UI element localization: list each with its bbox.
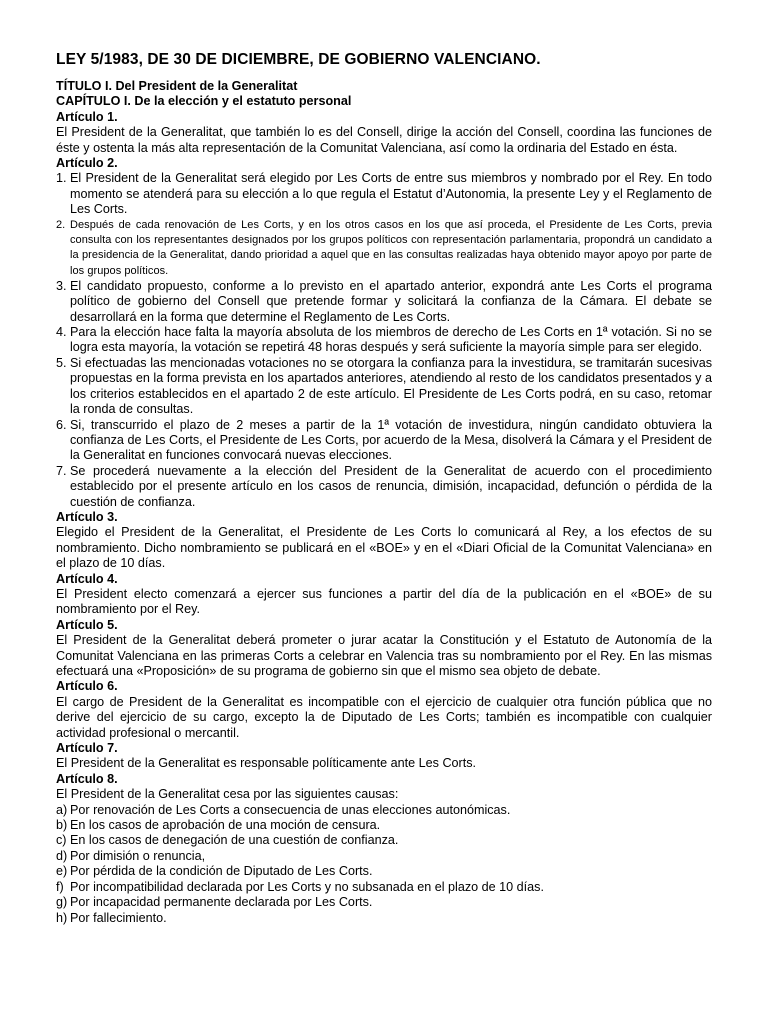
list-marker: c) [56, 833, 67, 848]
list-marker: f) [56, 879, 64, 894]
list-marker: 7. [56, 463, 67, 478]
article-6-heading: Artículo 6. [56, 679, 118, 694]
list-item [56, 849, 712, 864]
list-item [56, 895, 712, 910]
list-item [56, 803, 712, 818]
article-2-heading: Artículo 2. [56, 156, 118, 171]
list-item-text: El candidato propuesto, conforme a lo previsto en el apartado anterior, expondrá ante Les Corts el programa político de gobierno del Consell que pretende formar y solicitará la confianza de la Cámara. El debate se desarrollará en la forma que determine el Reglamento de Les Corts. [70, 278, 712, 324]
list-marker: 1. [56, 171, 67, 186]
list-item-text: Por incompatibilidad declarada por Les Corts y no subsanada en el plazo de 10 días. [70, 879, 544, 894]
article-1-text: El President de la Generalitat, que también lo es del Consell, dirige la acción del Consell, coordina las funciones de éste y ostenta la más alta representación de la Comunitat Valenciana, así como la ordinaria del Estado en ésta. [56, 125, 712, 155]
article-8-list [56, 803, 712, 926]
article-3-text: Elegido el President de la Generalitat, el Presidente de Les Corts lo comunicará al Rey, a los efectos de su nombramiento. Dicho nombramiento se publicará en el «BOE» y en el «Diari Oficial de la Comunitat Valenciana» en el plazo de 10 días. [56, 525, 712, 571]
list-item [56, 833, 712, 848]
titulo-heading: TÍTULO I. Del President de la Generalitat [56, 79, 298, 93]
list-item [56, 356, 712, 418]
list-item [56, 864, 712, 879]
list-item-text: En los casos de denegación de una cuestión de confianza. [70, 833, 399, 848]
list-marker: g) [56, 895, 68, 910]
list-item-text: Por renovación de Les Corts a consecuencia de unas elecciones autonómicas. [70, 802, 511, 817]
list-item-text: En los casos de aprobación de una moción de censura. [70, 818, 381, 833]
list-item-text: Después de cada renovación de Les Corts, y en los otros casos en los que así proceda, el Presidente de Les Corts, previa consulta con los representantes designados por los grupos políticos con representación parlamentaria, propondrá un candidato a la presidencia de la Generalitat, dando prioridad a aquel que en las consultas realizadas haya obtenido mayor apoyo por parte de los grupos políticos. [70, 218, 712, 277]
list-item [56, 418, 712, 464]
list-item [56, 911, 712, 926]
article-8-heading: Artículo 8. [56, 771, 118, 786]
list-marker: b) [56, 818, 68, 833]
article-6-text: El cargo de President de la Generalitat es incompatible con el ejercicio de cualquier otra función pública que no derive del ejercicio de su cargo, excepto la de Diputado de Les Corts; también es incompatible con cualquier actividad profesional o mercantil. [56, 694, 712, 740]
list-marker: e) [56, 864, 68, 879]
list-marker: h) [56, 910, 68, 925]
article-5-heading: Artículo 5. [56, 617, 118, 632]
article-7-text: El President de la Generalitat es responsable políticamente ante Les Corts. [56, 756, 477, 771]
list-marker: d) [56, 848, 68, 863]
list-marker: 6. [56, 417, 67, 432]
article-4-heading: Artículo 4. [56, 571, 118, 586]
article-5-text: El President de la Generalitat deberá prometer o jurar acatar la Constitución y el Estatuto de Autonomía de la Comunitat Valenciana en las primeras Corts a celebrar en Valencia tras su nombramiento por el Rey. En las mismas efectuará una «Proposición» de su programa de gobierno sin que el mismo sea objeto de debate. [56, 633, 712, 678]
list-marker: 4. [56, 325, 67, 340]
list-item-text: Por incapacidad permanente declarada por Les Corts. [70, 895, 373, 910]
article-7-heading: Artículo 7. [56, 741, 118, 756]
list-item-text: Se procederá nuevamente a la elección del President de la Generalitat de acuerdo con el procedimiento establecido por el presente artículo en los casos de renuncia, dimisión, incapacidad, defunción o pérdida de la cuestión de confianza. [70, 463, 712, 509]
list-item-text: Por pérdida de la condición de Diputado de Les Corts. [70, 864, 373, 879]
article-2-list [56, 171, 712, 510]
list-marker: 5. [56, 355, 67, 370]
list-item [56, 464, 712, 510]
list-item [56, 218, 712, 279]
article-4-text: El President electo comenzará a ejercer sus funciones a partir del día de la publicación en el «BOE» de su nombramiento por el Rey. [56, 586, 712, 617]
list-item-text: Por fallecimiento. [70, 910, 167, 925]
list-marker: 2. [56, 218, 66, 231]
document-title: LEY 5/1983, DE 30 DE DICIEMBRE, DE GOBIERNO VALENCIANO. [56, 51, 541, 68]
list-item [56, 171, 712, 217]
list-marker: a) [56, 802, 68, 817]
article-1-heading: Artículo 1. [56, 109, 118, 124]
list-item-text: El President de la Generalitat será elegido por Les Corts de entre sus miembros y nombrado por el Rey. En todo momento se atenderá para su elección a lo que regula el Estatut d’Autonomia, la presente Ley y el Reglamento de Les Corts. [70, 171, 712, 217]
list-item-text: Si, transcurrido el plazo de 2 meses a partir de la 1ª votación de investidura, ningún candidato obtuviera la confianza de Les Corts, el Presidente de Les Corts, por acuerdo de la Mesa, disolverá la Cámara y el President de la Generalitat en funciones convocará nuevas elecciones. [70, 417, 712, 463]
capitulo-heading: CAPÍTULO I. De la elección y el estatuto personal [56, 94, 352, 109]
list-marker: 3. [56, 278, 67, 293]
list-item [56, 818, 712, 833]
list-item-text: Para la elección hace falta la mayoría absoluta de los miembros de derecho de Les Corts en 1ª votación. Si no se logra esta mayoría, la votación se repetirá 48 horas después y será suficiente la mayoría simple para ser elegido. [70, 325, 712, 355]
article-8-text: El President de la Generalitat cesa por las siguientes causas: [56, 787, 399, 802]
list-item [56, 279, 712, 325]
list-item [56, 880, 712, 895]
article-3-heading: Artículo 3. [56, 509, 118, 524]
list-item [56, 325, 712, 356]
list-item-text: Por dimisión o renuncia, [70, 848, 206, 863]
list-item-text: Si efectuadas las mencionadas votaciones no se otorgara la confianza para la investidura, se tramitarán sucesivas propuestas en la forma prevista en los apartados anteriores, atendiendo al resto de los candidatos presentados y a los criterios establecidos en el apartado 2 de este artículo. El Presidente de Les Corts podrá, en su caso, retomar la ronda de consultas. [70, 355, 712, 417]
